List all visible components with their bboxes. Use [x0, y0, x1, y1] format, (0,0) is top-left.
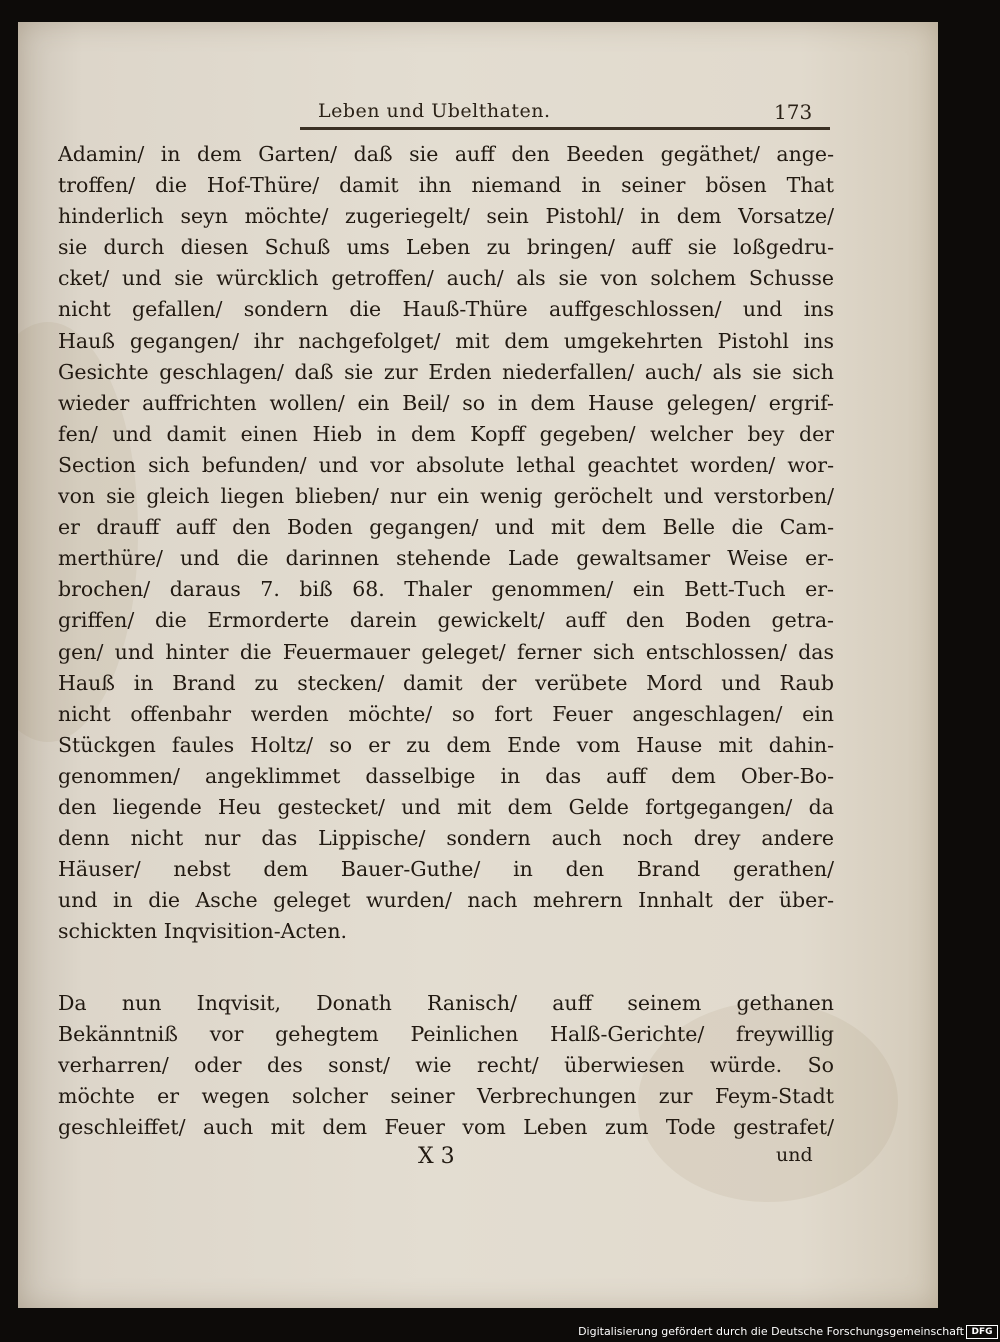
text-line: Hauß gegangen/ ihr nachgefolget/ mit dem umgekehrten Pistohl ins — [58, 328, 834, 353]
text-line: den liegende Heu gestecket/ und mit dem Gelde fortgegangen/ da — [58, 794, 834, 819]
text-line: cket/ und sie würcklich getroffen/ auch/ als sie von solchem Schusse — [58, 266, 834, 291]
text-line: wieder auffrichten wollen/ ein Beil/ so in dem Hause gelegen/ ergrif- — [58, 390, 834, 415]
text-line: denn nicht nur das Lippische/ sondern auch noch drey andere — [58, 826, 834, 851]
digitization-credit: Digitalisierung gefördert durch die Deutsche Forschungsgemeinschaft — [578, 1325, 964, 1338]
text-line: Da nun Inqvisit, Donath Ranisch/ auff seinem gethanen — [58, 991, 834, 1015]
text-line: nicht gefallen/ sondern die Hauß-Thüre auffgeschlossen/ und ins — [58, 297, 834, 322]
page-number: 173 — [774, 100, 813, 124]
text-line: brochen/ daraus 7. biß 68. Thaler genommen/ ein Bett-Tuch er- — [58, 577, 834, 602]
text-line: genommen/ angeklimmet dasselbige in das auff dem Ober-Bo- — [58, 763, 834, 788]
text-line: merthüre/ und die darinnen stehende Lade gewaltsamer Weise er- — [58, 546, 834, 571]
text-line: er drauff auff den Boden gegangen/ und mit dem Belle die Cam- — [58, 515, 834, 540]
text-line: gen/ und hinter die Feuermauer geleget/ ferner sich entschlossen/ das — [58, 639, 834, 664]
head-rule — [300, 127, 830, 130]
text-line: sie durch diesen Schuß ums Leben zu bringen/ auff sie loßgedru- — [58, 235, 834, 260]
text-line: troffen/ die Hof-Thüre/ damit ihn niemand in seiner bösen That — [58, 173, 834, 198]
text-line: Adamin/ in dem Garten/ daß sie auff den Beeden gegäthet/ ange- — [58, 142, 834, 166]
text-line: Hauß in Brand zu stecken/ damit der verübete Mord und Raub — [58, 670, 834, 695]
book-page — [18, 22, 938, 1308]
text-line: Bekänntniß vor gehegtem Peinlichen Halß-Gerichte/ freywillig — [58, 1022, 834, 1047]
signature-mark: X 3 — [418, 1144, 455, 1169]
text-line: nicht offenbahr werden möchte/ so fort Feuer angeschlagen/ ein — [58, 701, 834, 726]
text-line: von sie gleich liegen blieben/ nur ein wenig geröchelt und verstorben/ — [58, 484, 834, 509]
text-line: und in die Asche geleget wurden/ nach mehrern Innhalt der über- — [58, 888, 834, 913]
dfg-logo: DFG — [966, 1325, 998, 1339]
text-line: fen/ und damit einen Hieb in dem Kopff gegeben/ welcher bey der — [58, 421, 834, 446]
running-head: Leben und Ubelthaten. — [318, 100, 551, 122]
catchword: und — [776, 1144, 813, 1166]
paragraph-2 — [58, 988, 834, 1143]
text-line: schickten Inqvisition-Acten. — [58, 919, 348, 944]
text-line: Section sich befunden/ und vor absolute lethal geachtet worden/ wor- — [58, 452, 834, 477]
text-line: möchte er wegen solcher seiner Verbrechungen zur Feym-Stadt — [58, 1084, 834, 1109]
text-line: Stückgen faules Holtz/ so er zu dem Ende vom Hause mit dahin- — [58, 732, 834, 757]
paragraph-1 — [58, 139, 834, 947]
text-line: Häuser/ nebst dem Bauer-Guthe/ in den Brand gerathen/ — [58, 857, 834, 882]
text-line: Gesichte geschlagen/ daß sie zur Erden niederfallen/ auch/ als sie sich — [58, 359, 834, 384]
text-line: verharren/ oder des sonst/ wie recht/ überwiesen würde. So — [58, 1053, 834, 1078]
text-line: geschleiffet/ auch mit dem Feuer vom Leben zum Tode gestrafet/ — [58, 1115, 834, 1140]
text-line: hinderlich seyn möchte/ zugeriegelt/ sein Pistohl/ in dem Vorsatze/ — [58, 204, 834, 229]
text-line: griffen/ die Ermorderte darein gewickelt/ auff den Boden getra- — [58, 608, 834, 633]
